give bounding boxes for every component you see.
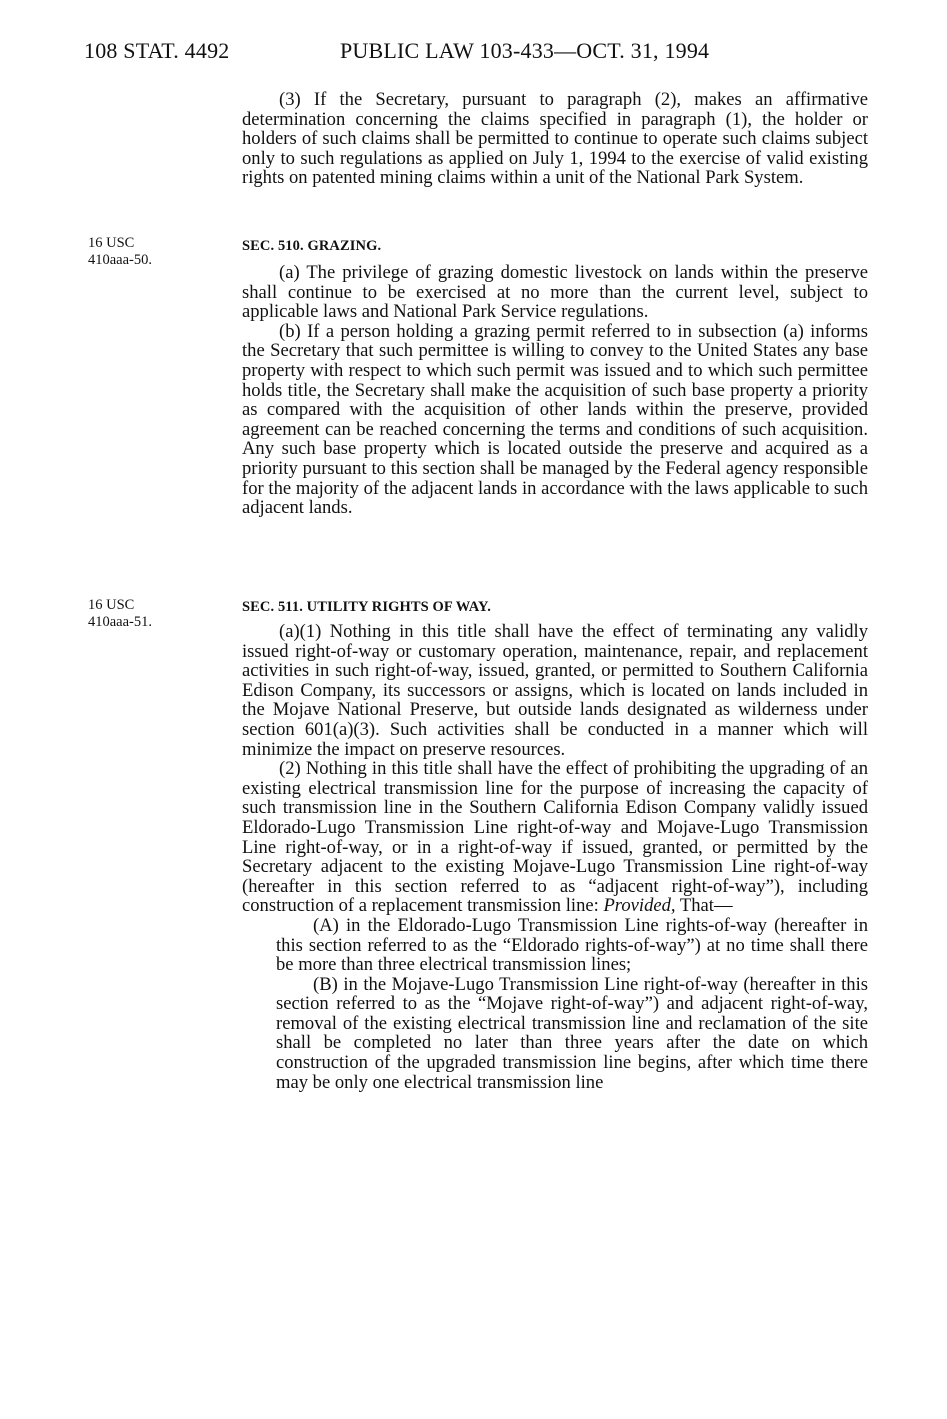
- section-511-subsection-a2: [242, 759, 868, 916]
- subsection-a2-text: (2) Nothing in this title shall have the effect of prohibiting the upgrading of an existing electrical transmission line for the purpose of increasing the capacity of such transmission line in the Southern California Edison Company validly issued Eldorado-Lugo Transmission Line right-of-way and Mojave-Lugo Transmission Line right-of-way, or in a right-of-way if issued, granted, or permitted by the Secretary adjacent to the existing Mojave-Lugo Transmission Line right-of-way (hereafter in this section referred to as “adjacent right-of-way”), including construction of a replacement transmission line:: [242, 758, 868, 917]
- section-510-subsection-a: (a) The privilege of grazing domestic livestock on lands within the preserve shall continue to be exercised at no more than the current level, subject to applicable laws and National Park Service regulations.: [242, 262, 868, 323]
- margin-note-sec-511: [88, 597, 152, 631]
- margin-note-code: 16 USC: [88, 597, 135, 613]
- clause-a: (A) in the Eldorado-Lugo Transmission Line rights-of-way (hereafter in this section referred to as the “Eldorado rights-of-way”) at no time shall there be more than three electrical transmission lines;: [276, 914, 868, 976]
- provided-italic: Provided,: [603, 895, 676, 917]
- provided-that: That—: [679, 895, 733, 917]
- page-header: [84, 38, 864, 68]
- section-511-heading: SEC. 511. UTILITY RIGHTS OF WAY.: [242, 599, 491, 615]
- paragraph-3-block: [242, 90, 868, 188]
- margin-note-section: 410aaa-50.: [88, 252, 153, 268]
- margin-note-code: 16 USC: [88, 235, 135, 251]
- section-510-subsection-b: (b) If a person holding a grazing permit referred to in subsection (a) informs the Secretary that such permittee is willing to convey to the United States any base property with respect to which such permit was issued and to which such permittee holds title, the Secretary shall make the acquisition of such base property a priority as compared with the acquisition of other lands within the preserve, provided agreement can be reached concerning the terms and conditions of such acquisition. Any such base property which is located outside the preserve and acquired as a priority pursuant to this section shall be managed by the Federal agency responsible for the majority of the adjacent lands in accordance with the laws applicable to such adjacent lands.: [242, 320, 868, 519]
- section-510-heading: SEC. 510. GRAZING.: [242, 238, 382, 254]
- statute-page-number: 108 STAT. 4492: [84, 38, 230, 63]
- section-510-body: [242, 263, 868, 518]
- public-law-title: PUBLIC LAW 103-433—OCT. 31, 1994: [340, 38, 710, 63]
- margin-note-section: 410aaa-51.: [88, 614, 153, 630]
- section-511-subsection-a1: (a)(1) Nothing in this title shall have the effect of terminating any validly issued right-of-way or customary operation, maintenance, repair, and replacement activities in such right-of-way, issued, granted, or permitted to Southern California Edison Company, its successors or assigns, which is located on lands included in the Mojave National Preserve, but outside lands designated as wilderness under section 601(a)(3). Such activities shall be conducted in a manner which will minimize the impact on preserve resources.: [242, 621, 868, 760]
- margin-note-sec-510: [88, 235, 152, 269]
- paragraph-3: (3) If the Secretary, pursuant to paragraph (2), makes an affirmative determination concerning the claims specified in paragraph (1), the holder or holders of such claims shall be permitted to continue to operate such claims subject only to such regulations as applied on July 1, 1994 to the exercise of valid existing rights on patented mining claims within a unit of the National Park System.: [242, 89, 868, 189]
- section-511-body: [242, 622, 868, 1092]
- clause-b: (B) in the Mojave-Lugo Transmission Line right-of-way (hereafter in this section referred to as the “Mojave right-of-way”) and adjacent right-of-way, removal of the existing electrical transmission line and reclamation of the site shall be completed no later than three years after the date on which construction of the upgraded transmission line begins, after which time there may be only one electrical transmission line: [276, 973, 868, 1093]
